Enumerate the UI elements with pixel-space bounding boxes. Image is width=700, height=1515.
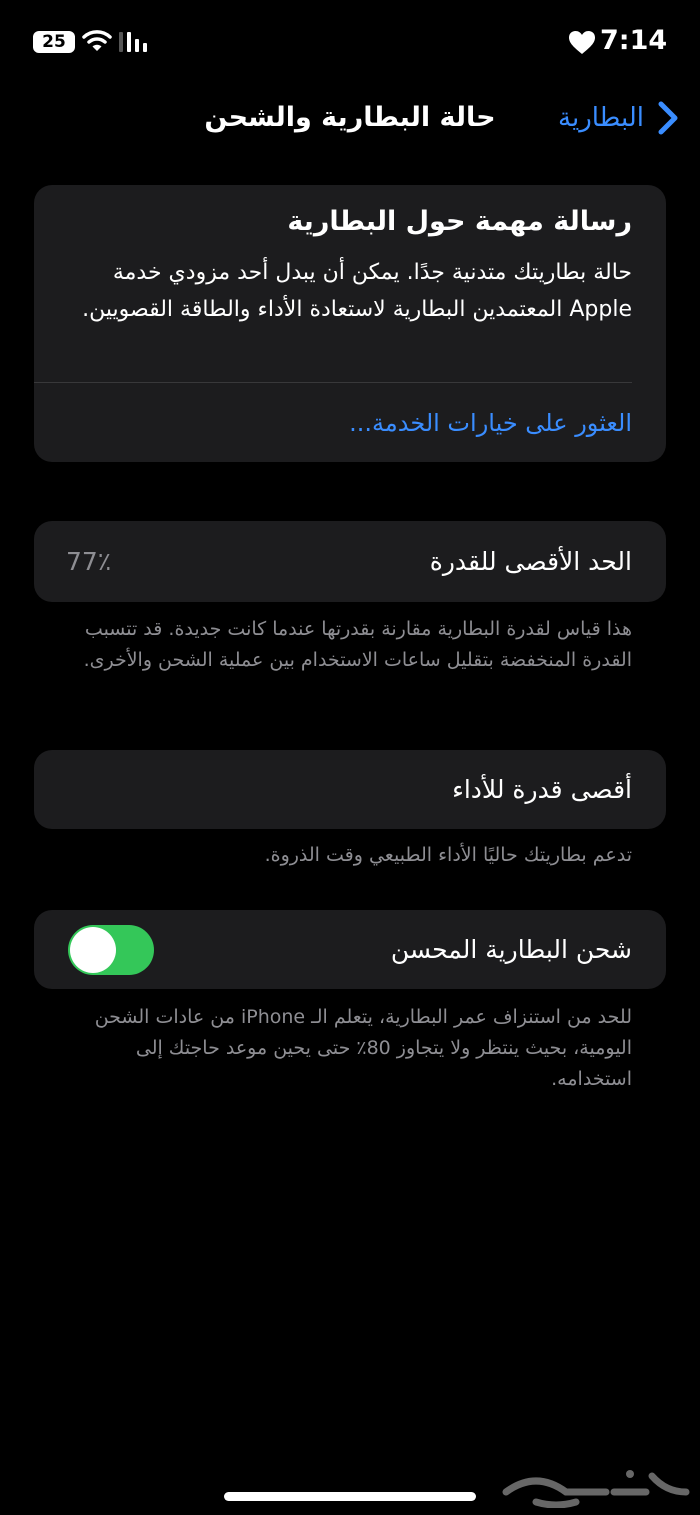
chevron-right-icon[interactable] (652, 100, 682, 136)
peak-performance-footnote: تدعم بطاريتك حاليًا الأداء الطبيعي وقت الذروة. (264, 844, 632, 866)
maximum-capacity-footnote: هذا قياس لقدرة البطارية مقارنة بقدرتها عندما كانت جديدة. قد تتسبب القدرة المنخفضة بتقليل ساعات الاستخدام بين عملية الشحن والأخرى. (83, 618, 632, 671)
divider (34, 382, 632, 383)
battery-message-title: رسالة مهمة حول البطارية (287, 206, 632, 237)
wifi-icon (82, 28, 112, 54)
signal-icon (118, 30, 152, 52)
optimized-charging-toggle[interactable] (68, 925, 154, 975)
optimized-charging-footnote: للحد من استنزاف عمر البطارية، يتعلم الـ iPhone من عادات الشحن اليومية، بحيث ينتظر ولا يتجاوز 80٪ حتى يحين موعد حاجتك إلى استخدامه. (94, 1006, 632, 1090)
back-button[interactable]: البطارية (558, 103, 644, 133)
toggle-knob (70, 927, 116, 973)
find-service-options-link[interactable]: العثور على خيارات الخدمة... (349, 409, 632, 437)
maximum-capacity-value: 77٪ (66, 547, 112, 576)
peak-performance-label: أقصى قدرة للأداء (452, 775, 632, 804)
home-indicator[interactable] (224, 1492, 476, 1501)
haraj-watermark-logo (496, 1462, 696, 1508)
optimized-charging-label: شحن البطارية المحسن (390, 935, 632, 964)
clock: 7:14 (600, 25, 668, 56)
heart-icon (568, 30, 596, 56)
page-title: حالة البطارية والشحن (204, 102, 496, 133)
battery-level-badge: 25 (33, 31, 75, 53)
maximum-capacity-label: الحد الأقصى للقدرة (429, 547, 632, 576)
battery-message-body: حالة بطاريتك متدنية جدًا. يمكن أن يبدل أحد مزودي خدمة Apple المعتمدين البطارية لاستعادة الأداء والطاقة القصويين. (82, 260, 632, 322)
